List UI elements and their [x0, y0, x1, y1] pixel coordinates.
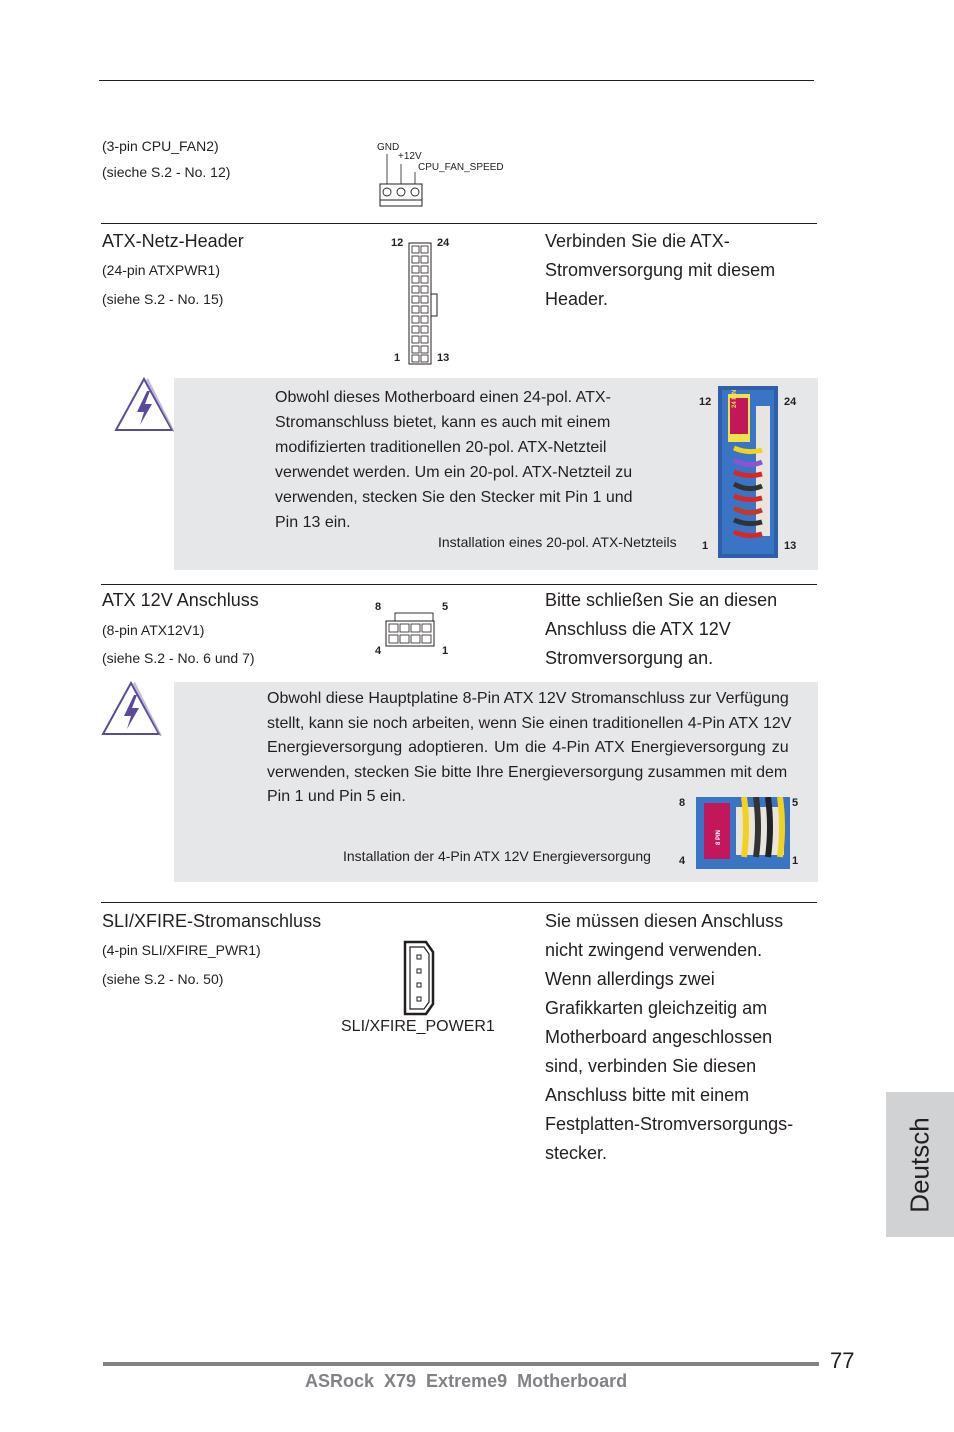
note-atx12v-caption: Installation der 4-Pin ATX 12V Energieversorgung [343, 848, 651, 864]
sli-connector-label: SLI/XFIRE_POWER1 [341, 1018, 495, 1035]
atx-power-pin-label: (24-pin ATXPWR1) [102, 262, 220, 278]
sli-title: SLI/XFIRE-Stromanschluss [102, 911, 322, 931]
photo-pin-4: 4 [679, 855, 686, 867]
atx12v-install-photo [678, 795, 804, 871]
note-atx24-caption: Installation eines 20-pol. ATX-Netzteils [438, 534, 677, 550]
pin-5-label: 5 [442, 601, 449, 613]
atx12v-pin-label: (8-pin ATX12V1) [102, 622, 205, 638]
footer-rule [103, 1362, 819, 1366]
footer-title: ASRock X79 Extreme9 Motherboard [305, 1371, 628, 1391]
gnd-label: GND [377, 142, 400, 153]
photo-pin-1: 1 [702, 540, 709, 552]
atx24-connector-icon [388, 236, 458, 368]
atx12v-description: Bitte schließen Sie an diesen Anschluss die ATX 12V Stromversorgung an. [545, 590, 778, 668]
page-number: 77 [830, 1348, 855, 1373]
atx12v-diagram [372, 600, 458, 660]
atx24-photo-icon [718, 386, 778, 558]
v12-label: +12V [398, 151, 422, 162]
sli-description: Sie müssen diesen Anschluss nicht zwingend verwenden. Wenn allerdings zwei Grafikkarten gleichzeitig am Motherboard angeschlossen sind, verbinden Sie diesen Anschluss bitte mit einem Festplatten-Stromversorgungs- stecker. [545, 911, 794, 1163]
atx12v-ref-label: (siehe S.2 - No. 6 und 7) [102, 650, 255, 666]
atx12v-connector-icon [372, 600, 458, 660]
section-rule [101, 584, 817, 585]
sli-ref-label: (siehe S.2 - No. 50) [102, 971, 224, 987]
warning-icon [113, 376, 175, 434]
cpu-fan-pin-label: (3-pin CPU_FAN2) [102, 138, 219, 154]
photo-pin-12: 12 [699, 396, 712, 408]
warning-icon [100, 680, 162, 738]
section-rule [101, 902, 817, 903]
pin-8-label: 8 [375, 601, 382, 613]
sli-pin-label: (4-pin SLI/XFIRE_PWR1) [102, 942, 261, 958]
pin-12-label: 12 [391, 237, 404, 249]
atx12v-title: ATX 12V Anschluss [102, 590, 259, 610]
language-tab-label: Deutsch [904, 1116, 935, 1213]
atx-power-description: Verbinden Sie die ATX- Stromversorgung mit diesem Header. [545, 231, 776, 309]
pin-1-label: 1 [442, 645, 449, 657]
language-tab [886, 1092, 954, 1237]
pin-24-label: 24 [437, 237, 450, 249]
pin-1-label: 1 [394, 352, 401, 364]
pin-13-label: 13 [437, 352, 450, 364]
note-atx12v-text: Obwohl diese Hauptplatine 8-Pin ATX 12V Stromanschluss zur Verfügung stellt, kann sie noch arbeiten, wenn Sie einen traditionellen 4-Pin ATX 12V Energieversorgung adoptieren. Um die 4-Pin ATX Energieversorgung zu verwenden, stecken Sie bitte Ihre Energieversorgung zusammen mit dem Pin 1 und Pin 5 ein. [267, 690, 792, 805]
fan-speed-label: CPU_FAN_SPEED [418, 162, 504, 173]
note-atx24-text: Obwohl dieses Motherboard einen 24-pol. ATX- Stromanschluss bietet, kann es auch mit einem modifizierten traditionellen 20-pol. ATX-Netzteil verwendet werden. Um ein 20-pol. ATX-Netzteil zu verwenden, stecken Sie den Stecker mit Pin 1 und Pin 13 ein. [275, 389, 633, 531]
pin-4-label: 4 [375, 645, 382, 657]
photo-pin-1: 1 [792, 855, 799, 867]
section-rule [101, 223, 817, 224]
fan-connector-icon [376, 140, 436, 212]
atx24-diagram [388, 236, 458, 368]
atx24-install-photo [696, 384, 806, 560]
cpu-fan-ref-label: (sieche S.2 - No. 12) [102, 164, 231, 180]
photo-pin-24: 24 [784, 396, 797, 408]
atx12v-photo-icon [696, 797, 790, 869]
top-rule [99, 80, 814, 81]
photo-8pin-label: 8 PIN [716, 829, 722, 845]
photo-24pin-label: 24 PIN [732, 389, 738, 408]
cpu-fan-diagram [376, 140, 516, 212]
photo-pin-8: 8 [679, 797, 686, 809]
photo-pin-13: 13 [784, 540, 797, 552]
molex-connector-icon [402, 940, 436, 1016]
photo-pin-5: 5 [792, 797, 799, 809]
atx-power-title: ATX-Netz-Header [102, 231, 244, 251]
atx-power-ref-label: (siehe S.2 - No. 15) [102, 291, 224, 307]
